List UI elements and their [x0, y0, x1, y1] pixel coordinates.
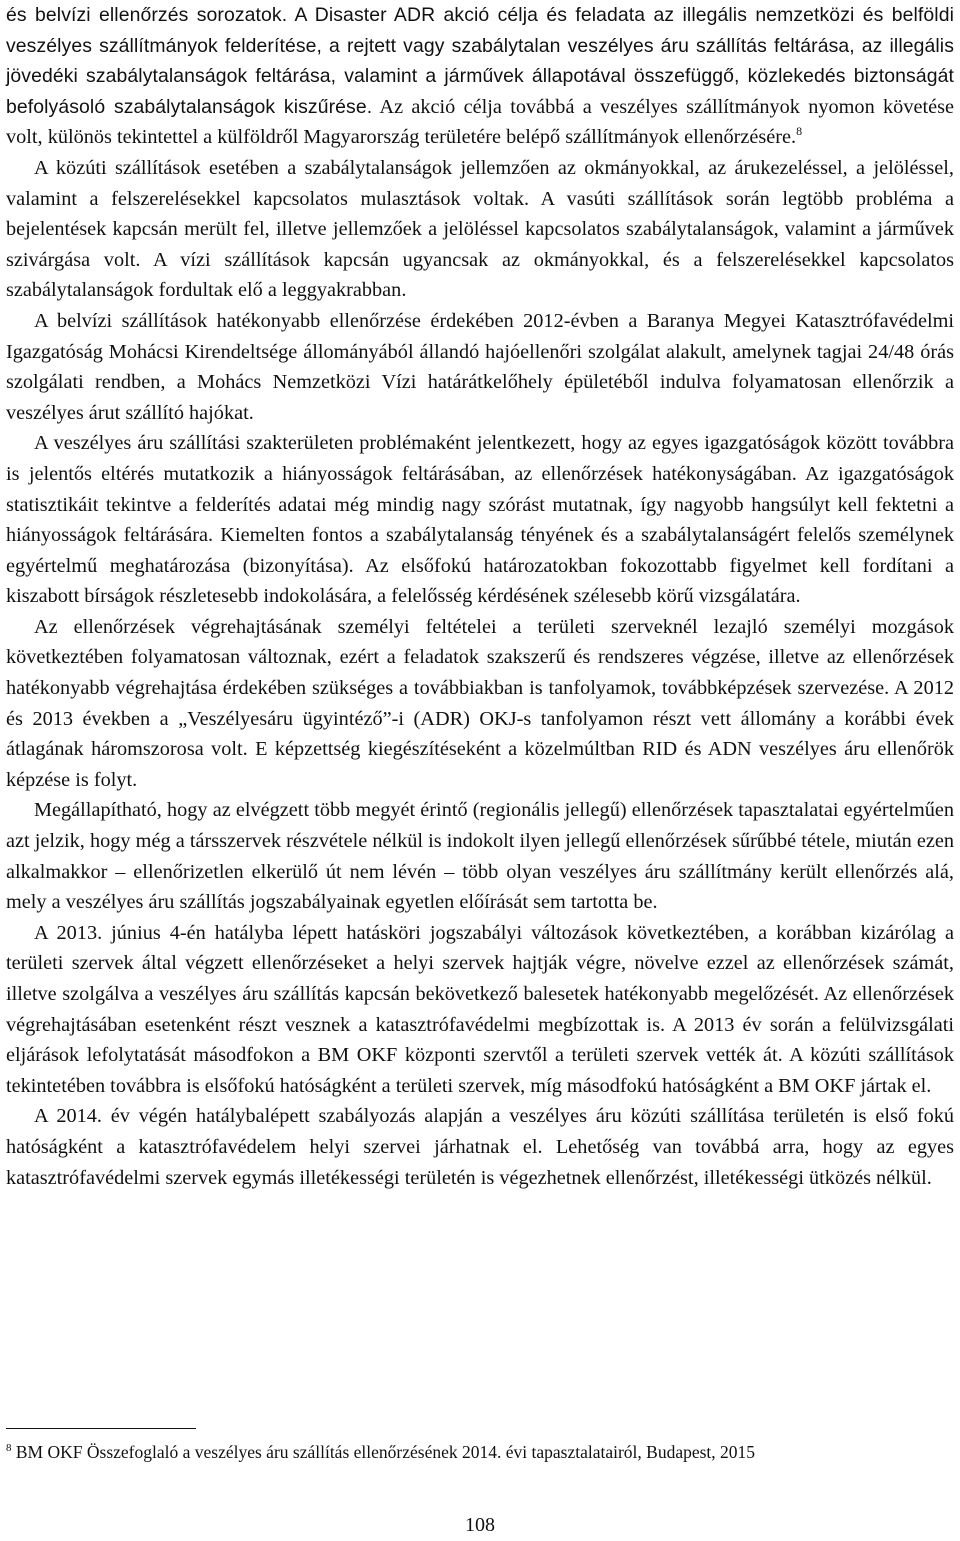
paragraph-2014-regulation: A 2014. év végén hatálybalépett szabályozás alapján a veszélyes áru közúti szállítása területén is első fokú hatóságként a katasztrófavédelem helyi szervei járhatnak el. Lehetőség van továbbá arra, hogy az egyes katasztrófavédelmi szervek egymás illetékességi területén is végezhetnek ellenőrzést, illetékességi ütközés nélkül.	[6, 1105, 954, 1189]
footnote-separator	[6, 1428, 196, 1429]
paragraph-road-transport: A közúti szállítások esetében a szabálytalanságok jellemzően az okmányokkal, az árukezeléssel, a jelöléssel, valamint a felszerelésekkel kapcsolatos mulasztások voltak. A vasúti szállítások során legtöbb probléma a bejelentések kapcsán merült fel, illetve jellemzőek a jelöléssel kapcsolatos szabálytalanságok, valamint a járművek szivárgása volt. A vízi szállítások kapcsán ugyancsak az okmányokkal, és a felszerelésekkel kapcsolatos szabálytalanságok fordultak elő a leggyakrabban.	[6, 156, 954, 302]
paragraph-personnel: Az ellenőrzések végrehajtásának személyi feltételei a területi szerveknél lezajló személyi mozgások következtében folyamatosan változnak, ezért a feladatok szakszerű és rendszeres végzése, illetve az ellenőrzések hatékonyabb végrehajtása érdekében szükséges a továbbiakban is tanfolyamok, továbbképzések szervezése. A 2012 és 2013 években a „Veszélyesáru ügyintéző”-i (ADR) OKJ-s tanfolyamon részt vett állomány a korábbi évek átlagának háromszorosa volt. E képzettség kiegészítéseként a közelmúltban RID és ADN veszélyes áru ellenőrök képzése is folyt.	[6, 615, 954, 791]
footnote-reference[interactable]: 8	[796, 124, 803, 139]
footnote-marker: 8	[6, 1442, 12, 1455]
paragraph-regional-checks: Megállapítható, hogy az elvégzett több megyét érintő (regionális jellegű) ellenőrzések tapasztalatai egyértelműen azt jelzik, hogy még a társszervek részvétele nélkül is indokolt ilyen jellegű ellenőrzések sűrűbbé tétele, miután ezen alkalmakkor – ellenőrizetlen elkerülő út nem lévén – több olyan veszélyes áru szállítmány került ellenőrzés alá, mely a veszélyes áru szállítás jogszabályainak egyetlen előírását sem tartotta be.	[6, 799, 954, 914]
paragraph-2013-changes: A 2013. június 4-én hatályba lépett hatásköri jogszabályi változások következtében, a korábban kizárólag a területi szervek által végzett ellenőrzéseket a helyi szervek hajtják végre, növelve ezzel az ellenőrzések számát, illetve szolgálva a veszélyes áru szállítás kapcsán bekövetkező balesetek hatékonyabb megelőzését. Az ellenőrzések végrehajtásában esetenként részt vesznek a katasztrófavédelmi megbízottak is. A 2013 év során a felülvizsgálati eljárások lefolytatását másodfokon a BM OKF központi szervtől a területi szervek vették át. A közúti szállítások tekintetében továbbra is elsőfokú hatóságként a területi szervek, míg másodfokú hatóságként a BM OKF jártak el.	[6, 921, 954, 1097]
footnote-text: BM OKF Összefoglaló a veszélyes áru szállítás ellenőrzésének 2014. évi tapasztalatairól, Budapest, 2015	[11, 1442, 756, 1462]
document-body	[6, 0, 954, 1193]
paragraph-inland-waterway: A belvízi szállítások hatékonyabb ellenőrzése érdekében 2012-évben a Baranya Megyei Katasztrófavédelmi Igazgatóság Mohácsi Kirendeltsége állományából állandó hajóellenőri szolgálat alakult, amelynek tagjai 24/48 órás szolgálati rendben, a Mohács Nemzetközi Vízi határátkelőhely épületéből indulva folyamatosan ellenőrzik a veszélyes árut szállító hajókat.	[6, 309, 954, 424]
paragraph-problems: A veszélyes áru szállítási szakterületen problémaként jelentkezett, hogy az egyes igazgatóságok között továbbra is jelentős eltérés mutatkozik a hiányosságok feltárásában, az ellenőrzések hatékonyságában. Az igazgatóságok statisztikáit tekintve a felderítés adatai még mindig nagy szórást mutatnak, így nagyobb hangsúlyt kell fektetni a hiányosságok feltárására. Kiemelten fontos a szabálytalanság tényének és a szabálytalanságért felelős személynek egyértelmű meghatározása (bizonyítása). Az elsőfokú határozatokban fokozottabb figyelmet kell fordítani a kiszabott bírságok részletesebb indokolására, a felelősség kérdésének szélesebb körű vizsgálatára.	[6, 432, 954, 608]
paragraph-disaster-adr	[6, 0, 954, 153]
footnote	[6, 1440, 954, 1464]
paragraph-sans-segment: és belvízi ellenőrzés sorozatok. A Disaster ADR akció célja és feladata az illegális nemzetközi és belföldi veszélyes szállítmányok felderítése, a rejtett vagy szabálytalan veszélyes áru szállítás feltárása, az illegális jövedéki szabálytalanságok feltárása, valamint a járművek állapotával összefüggő, közlekedés biztonságát befolyásoló szabálytalanságok kiszűrése.	[6, 4, 954, 118]
page-number: 108	[465, 1514, 495, 1536]
paragraph-text: Az akció célja továbbá a veszélyes szállítmányok nyomon követése volt, különös tekintettel a külföldről Magyarország területére belépő szállítmányok ellenőrzésére.	[6, 95, 954, 149]
